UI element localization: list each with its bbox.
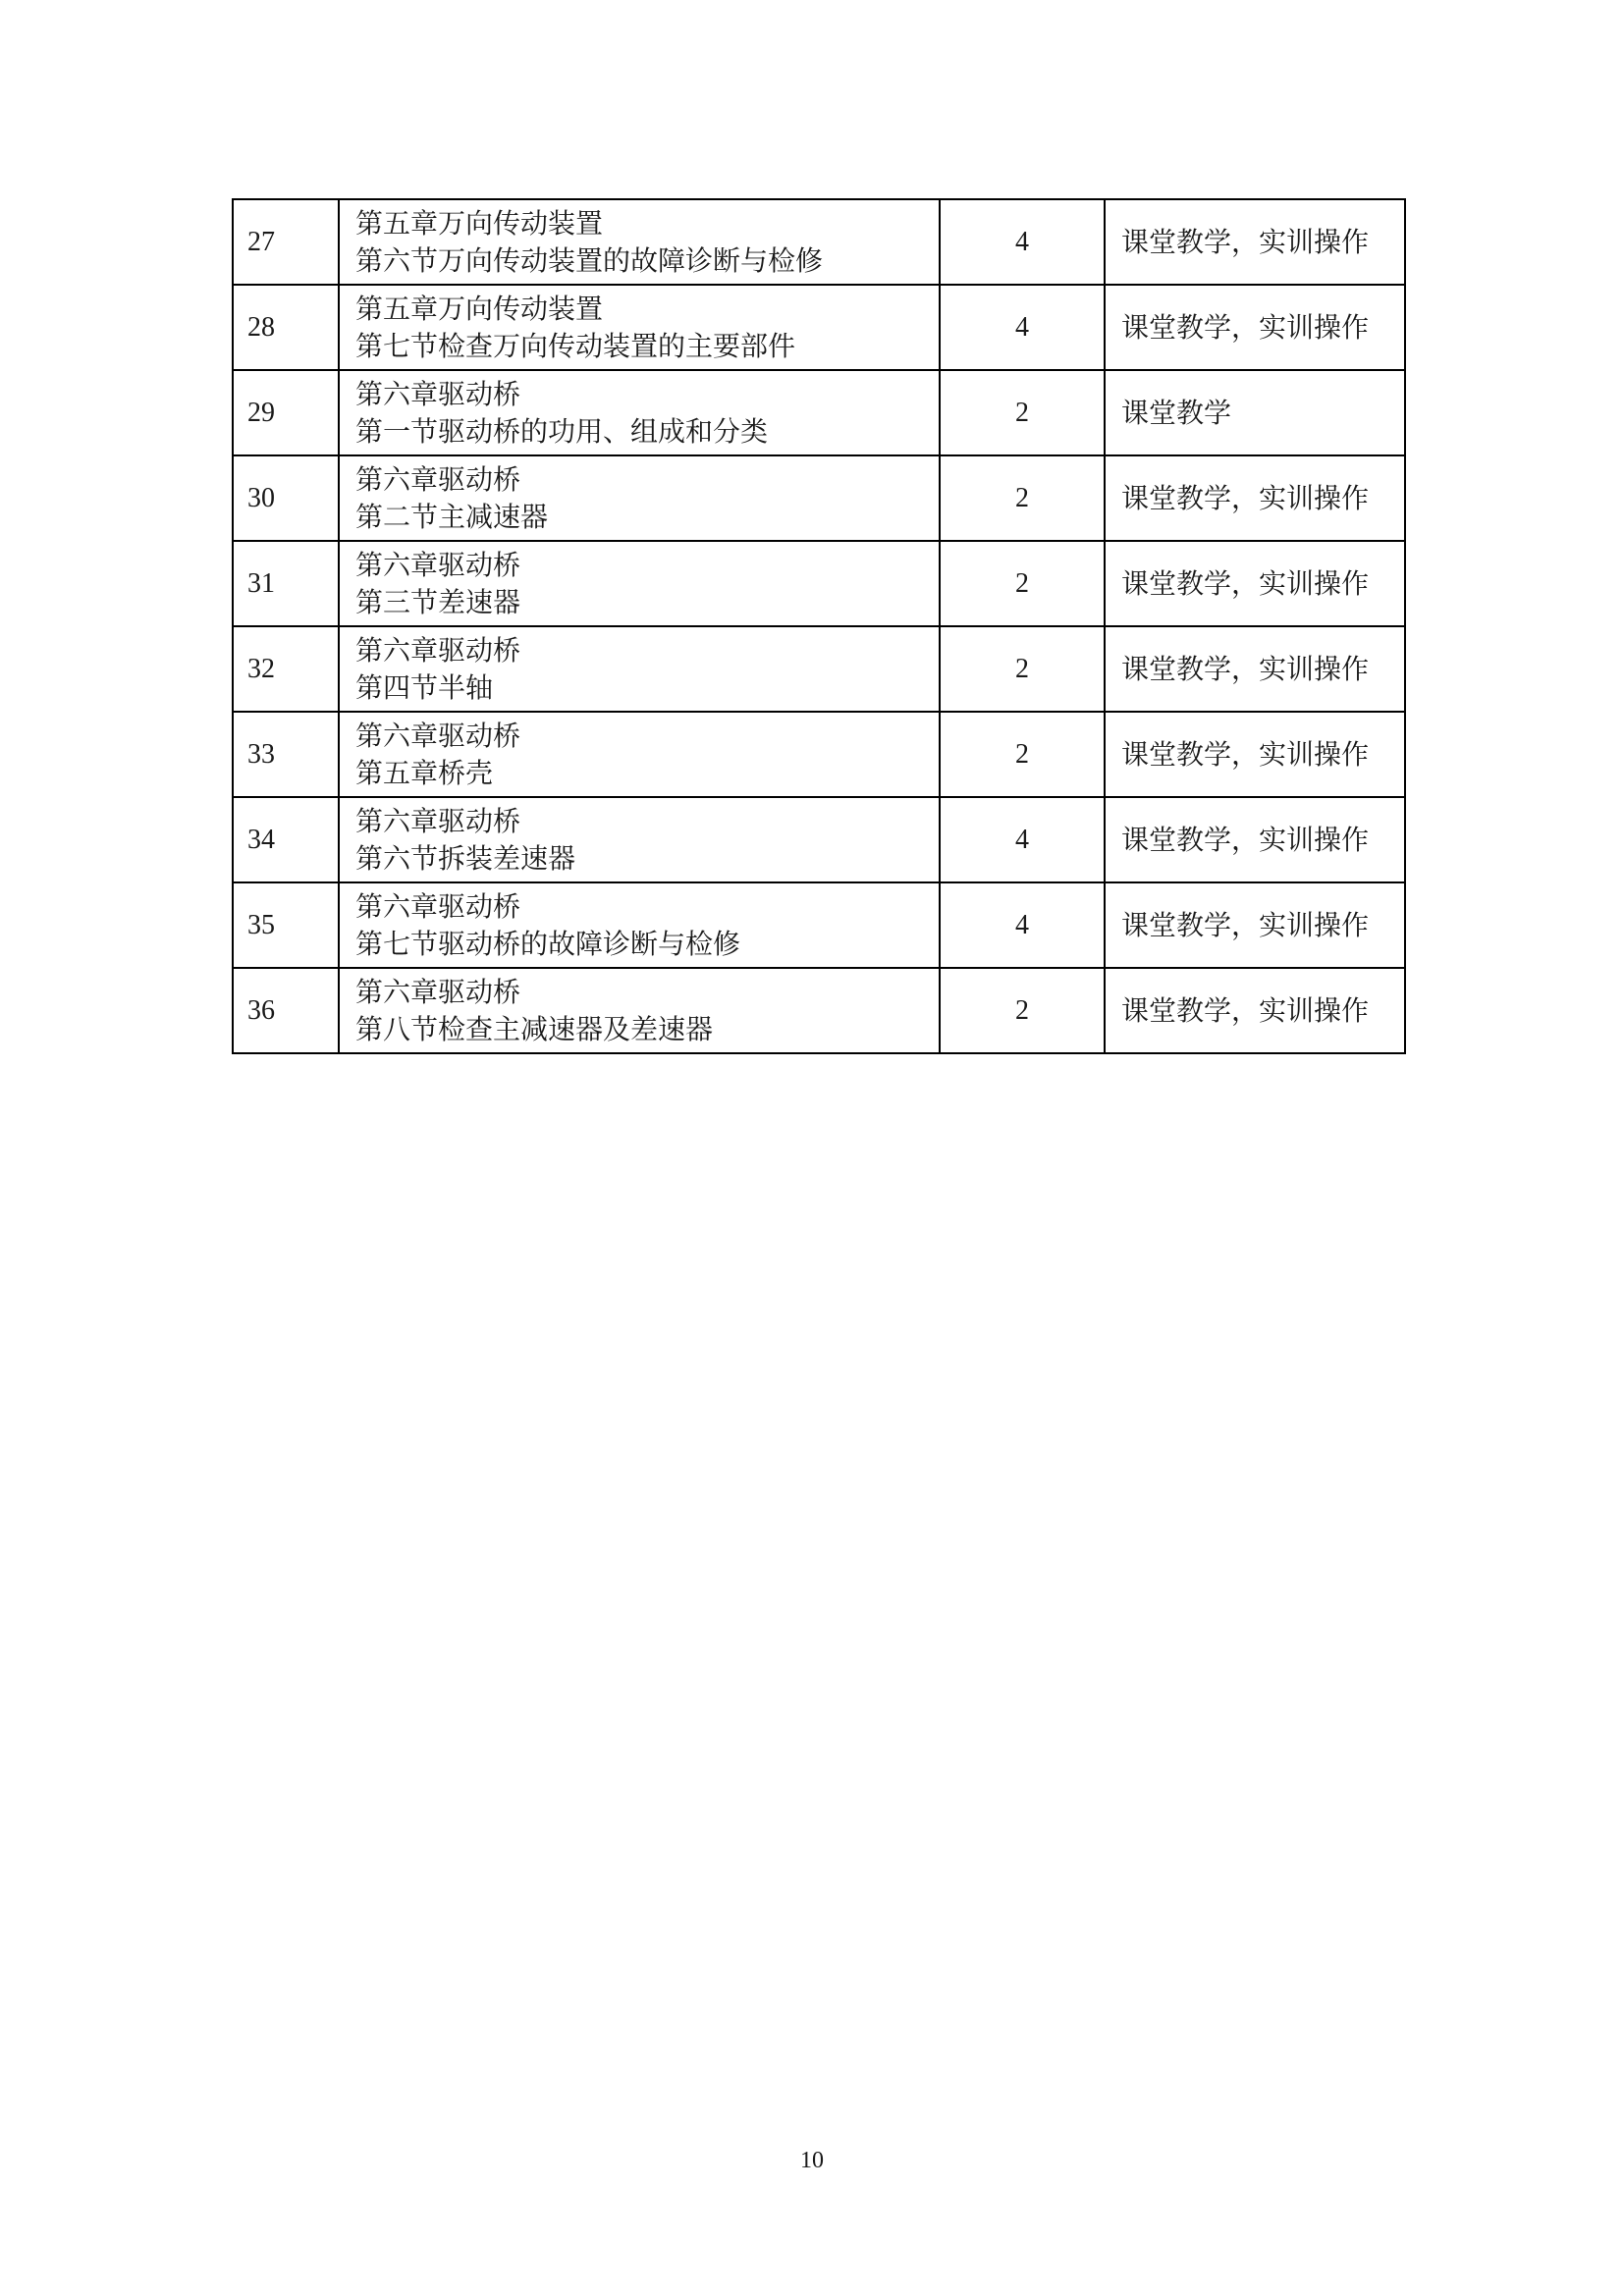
table-row — [233, 455, 1405, 541]
table-row — [233, 712, 1405, 797]
lesson-topic — [339, 541, 940, 626]
chapter-title: 第六章驱动桥 — [355, 889, 521, 923]
table-row — [233, 968, 1405, 1053]
section-title: 第三节差速器 — [355, 585, 521, 618]
lesson-topic — [339, 797, 940, 882]
table-row — [233, 541, 1405, 626]
lesson-number: 36 — [233, 968, 339, 1053]
lesson-number: 35 — [233, 882, 339, 968]
section-title: 第四节半轴 — [355, 670, 494, 704]
lesson-number: 31 — [233, 541, 339, 626]
lesson-number: 33 — [233, 712, 339, 797]
lesson-hours: 2 — [940, 626, 1105, 712]
section-title: 第七节检查万向传动装置的主要部件 — [355, 329, 796, 362]
table-row — [233, 882, 1405, 968]
section-title: 第二节主减速器 — [355, 500, 549, 533]
table-row — [233, 370, 1405, 455]
lesson-number: 32 — [233, 626, 339, 712]
chapter-title: 第六章驱动桥 — [355, 975, 521, 1008]
chapter-title: 第五章万向传动装置 — [355, 292, 604, 325]
teaching-method: 课堂教学，实训操作 — [1105, 541, 1405, 626]
lesson-topic — [339, 455, 940, 541]
lesson-hours: 4 — [940, 882, 1105, 968]
lesson-hours: 4 — [940, 285, 1105, 370]
lesson-hours: 2 — [940, 455, 1105, 541]
lesson-hours: 2 — [940, 968, 1105, 1053]
chapter-title: 第六章驱动桥 — [355, 462, 521, 496]
lesson-number: 34 — [233, 797, 339, 882]
course-schedule-table — [232, 198, 1406, 1054]
table-row — [233, 626, 1405, 712]
teaching-method: 课堂教学 — [1105, 370, 1405, 455]
lesson-number: 28 — [233, 285, 339, 370]
lesson-topic — [339, 370, 940, 455]
section-title: 第六节拆装差速器 — [355, 841, 576, 875]
chapter-title: 第六章驱动桥 — [355, 548, 521, 581]
lesson-topic — [339, 199, 940, 285]
lesson-number: 29 — [233, 370, 339, 455]
section-title: 第一节驱动桥的功用、组成和分类 — [355, 414, 769, 448]
teaching-method: 课堂教学，实训操作 — [1105, 882, 1405, 968]
lesson-topic — [339, 285, 940, 370]
teaching-method: 课堂教学，实训操作 — [1105, 626, 1405, 712]
teaching-method: 课堂教学，实训操作 — [1105, 285, 1405, 370]
chapter-title: 第五章万向传动装置 — [355, 206, 604, 240]
lesson-topic — [339, 626, 940, 712]
table-row — [233, 285, 1405, 370]
lesson-topic — [339, 712, 940, 797]
section-title: 第八节检查主减速器及差速器 — [355, 1012, 714, 1045]
teaching-method: 课堂教学，实训操作 — [1105, 199, 1405, 285]
chapter-title: 第六章驱动桥 — [355, 719, 521, 752]
lesson-number: 27 — [233, 199, 339, 285]
section-title: 第五章桥壳 — [355, 756, 494, 789]
chapter-title: 第六章驱动桥 — [355, 377, 521, 410]
table-row — [233, 797, 1405, 882]
section-title: 第七节驱动桥的故障诊断与检修 — [355, 927, 741, 960]
lesson-topic — [339, 882, 940, 968]
lesson-hours: 2 — [940, 370, 1105, 455]
lesson-hours: 4 — [940, 797, 1105, 882]
page-number: 10 — [800, 2148, 824, 2173]
lesson-hours: 4 — [940, 199, 1105, 285]
teaching-method: 课堂教学，实训操作 — [1105, 797, 1405, 882]
chapter-title: 第六章驱动桥 — [355, 633, 521, 667]
teaching-method: 课堂教学，实训操作 — [1105, 455, 1405, 541]
section-title: 第六节万向传动装置的故障诊断与检修 — [355, 243, 824, 277]
course-schedule-body — [233, 199, 1405, 1053]
lesson-number: 30 — [233, 455, 339, 541]
lesson-hours: 2 — [940, 541, 1105, 626]
lesson-hours: 2 — [940, 712, 1105, 797]
lesson-topic — [339, 968, 940, 1053]
teaching-method: 课堂教学，实训操作 — [1105, 968, 1405, 1053]
table-row — [233, 199, 1405, 285]
teaching-method: 课堂教学，实训操作 — [1105, 712, 1405, 797]
chapter-title: 第六章驱动桥 — [355, 804, 521, 837]
